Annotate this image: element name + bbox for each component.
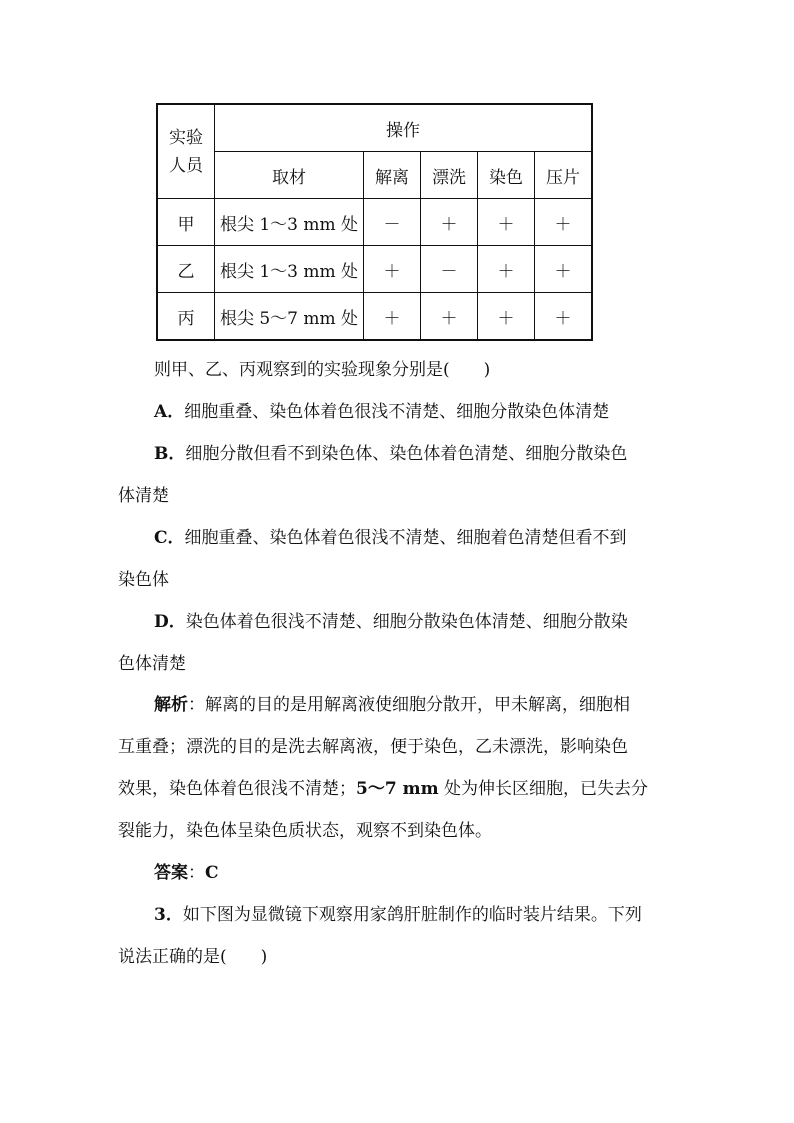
option-d	[154, 607, 628, 632]
analysis-text: 处为伸长区细胞，已失去分	[438, 779, 648, 799]
option-text: 细胞分散但看不到染色体、染色体着色清楚、细胞分散染色	[185, 444, 628, 464]
header-person-line2: 人员	[169, 155, 203, 176]
option-a	[154, 397, 609, 422]
header-person-line1: 实验	[169, 127, 203, 148]
table-row	[157, 199, 592, 246]
row-material: 根尖 5～7 mm 处	[215, 293, 364, 341]
next-question-line-2: 说法正确的是( )	[118, 947, 268, 967]
row-person: 丙	[157, 293, 215, 341]
col-header-rinsing: 漂洗	[421, 152, 478, 199]
answer-line	[154, 858, 219, 883]
row-cell: ＋	[364, 246, 421, 293]
row-cell: ＋	[535, 246, 593, 293]
row-cell: ＋	[421, 293, 478, 341]
answer-colon: ：	[188, 863, 205, 883]
option-text: 染色体着色很浅不清楚、细胞分散染色体清楚、细胞分散染	[185, 612, 628, 632]
analysis-line-4: 裂能力，染色体呈染色质状态，观察不到染色体。	[118, 821, 492, 841]
option-text: 细胞重叠、染色体着色很浅不清楚、细胞分散染色体清楚	[184, 402, 610, 422]
row-cell: ＋	[478, 199, 535, 246]
option-b	[154, 439, 627, 464]
table-row	[157, 293, 592, 341]
question-stem: 则甲、乙、丙观察到的实验现象分别是( )	[154, 360, 491, 380]
analysis-text: 效果，染色体着色很浅不清楚；	[118, 779, 356, 799]
col-header-pressing: 压片	[535, 152, 593, 199]
header-person-cell	[157, 104, 215, 199]
analysis-label: 解析	[154, 695, 188, 715]
experiment-table	[156, 103, 593, 341]
row-cell: ＋	[478, 246, 535, 293]
row-person: 甲	[157, 199, 215, 246]
option-b-continuation: 体清楚	[118, 486, 169, 506]
row-cell: ＋	[535, 199, 593, 246]
answer-value: C	[205, 863, 219, 883]
table-header-row	[157, 104, 592, 152]
table-subheader-row	[157, 152, 592, 199]
analysis-line-2: 互重叠；漂洗的目的是洗去解离液，便于染色，乙未漂洗，影响染色	[118, 737, 628, 757]
answer-label: 答案	[154, 863, 188, 883]
option-text: 细胞重叠、染色体着色很浅不清楚、细胞着色清楚但看不到	[184, 528, 627, 548]
row-material: 根尖 1～3 mm 处	[215, 199, 364, 246]
row-cell: ＋	[421, 199, 478, 246]
col-header-material: 取材	[215, 152, 364, 199]
option-letter: B．	[154, 444, 186, 464]
row-material: 根尖 1～3 mm 处	[215, 246, 364, 293]
row-cell: ＋	[364, 293, 421, 341]
row-person: 乙	[157, 246, 215, 293]
option-letter: A．	[154, 402, 185, 422]
analysis-line-3	[118, 774, 648, 799]
analysis-line-1	[154, 690, 630, 715]
col-header-dissociation: 解离	[364, 152, 421, 199]
next-question-line-1	[154, 900, 642, 925]
option-c	[154, 523, 627, 548]
row-cell: ＋	[478, 293, 535, 341]
option-d-continuation: 色体清楚	[118, 654, 186, 674]
question-number: 3．	[154, 905, 183, 925]
row-cell: －	[364, 199, 421, 246]
analysis-text: 解离的目的是用解离液使细胞分散开，甲未解离，细胞相	[205, 695, 630, 715]
option-c-continuation: 染色体	[118, 570, 169, 590]
analysis-bold-range: 5～7 mm	[356, 779, 439, 799]
analysis-colon: ：	[188, 695, 205, 715]
question-text: 如下图为显微镜下观察用家鸽肝脏制作的临时装片结果。下列	[182, 905, 642, 925]
option-letter: C．	[154, 528, 185, 548]
table-row	[157, 246, 592, 293]
header-operations: 操作	[215, 104, 593, 152]
option-letter: D．	[154, 612, 186, 632]
row-cell: ＋	[535, 293, 593, 341]
row-cell: －	[421, 246, 478, 293]
col-header-staining: 染色	[478, 152, 535, 199]
